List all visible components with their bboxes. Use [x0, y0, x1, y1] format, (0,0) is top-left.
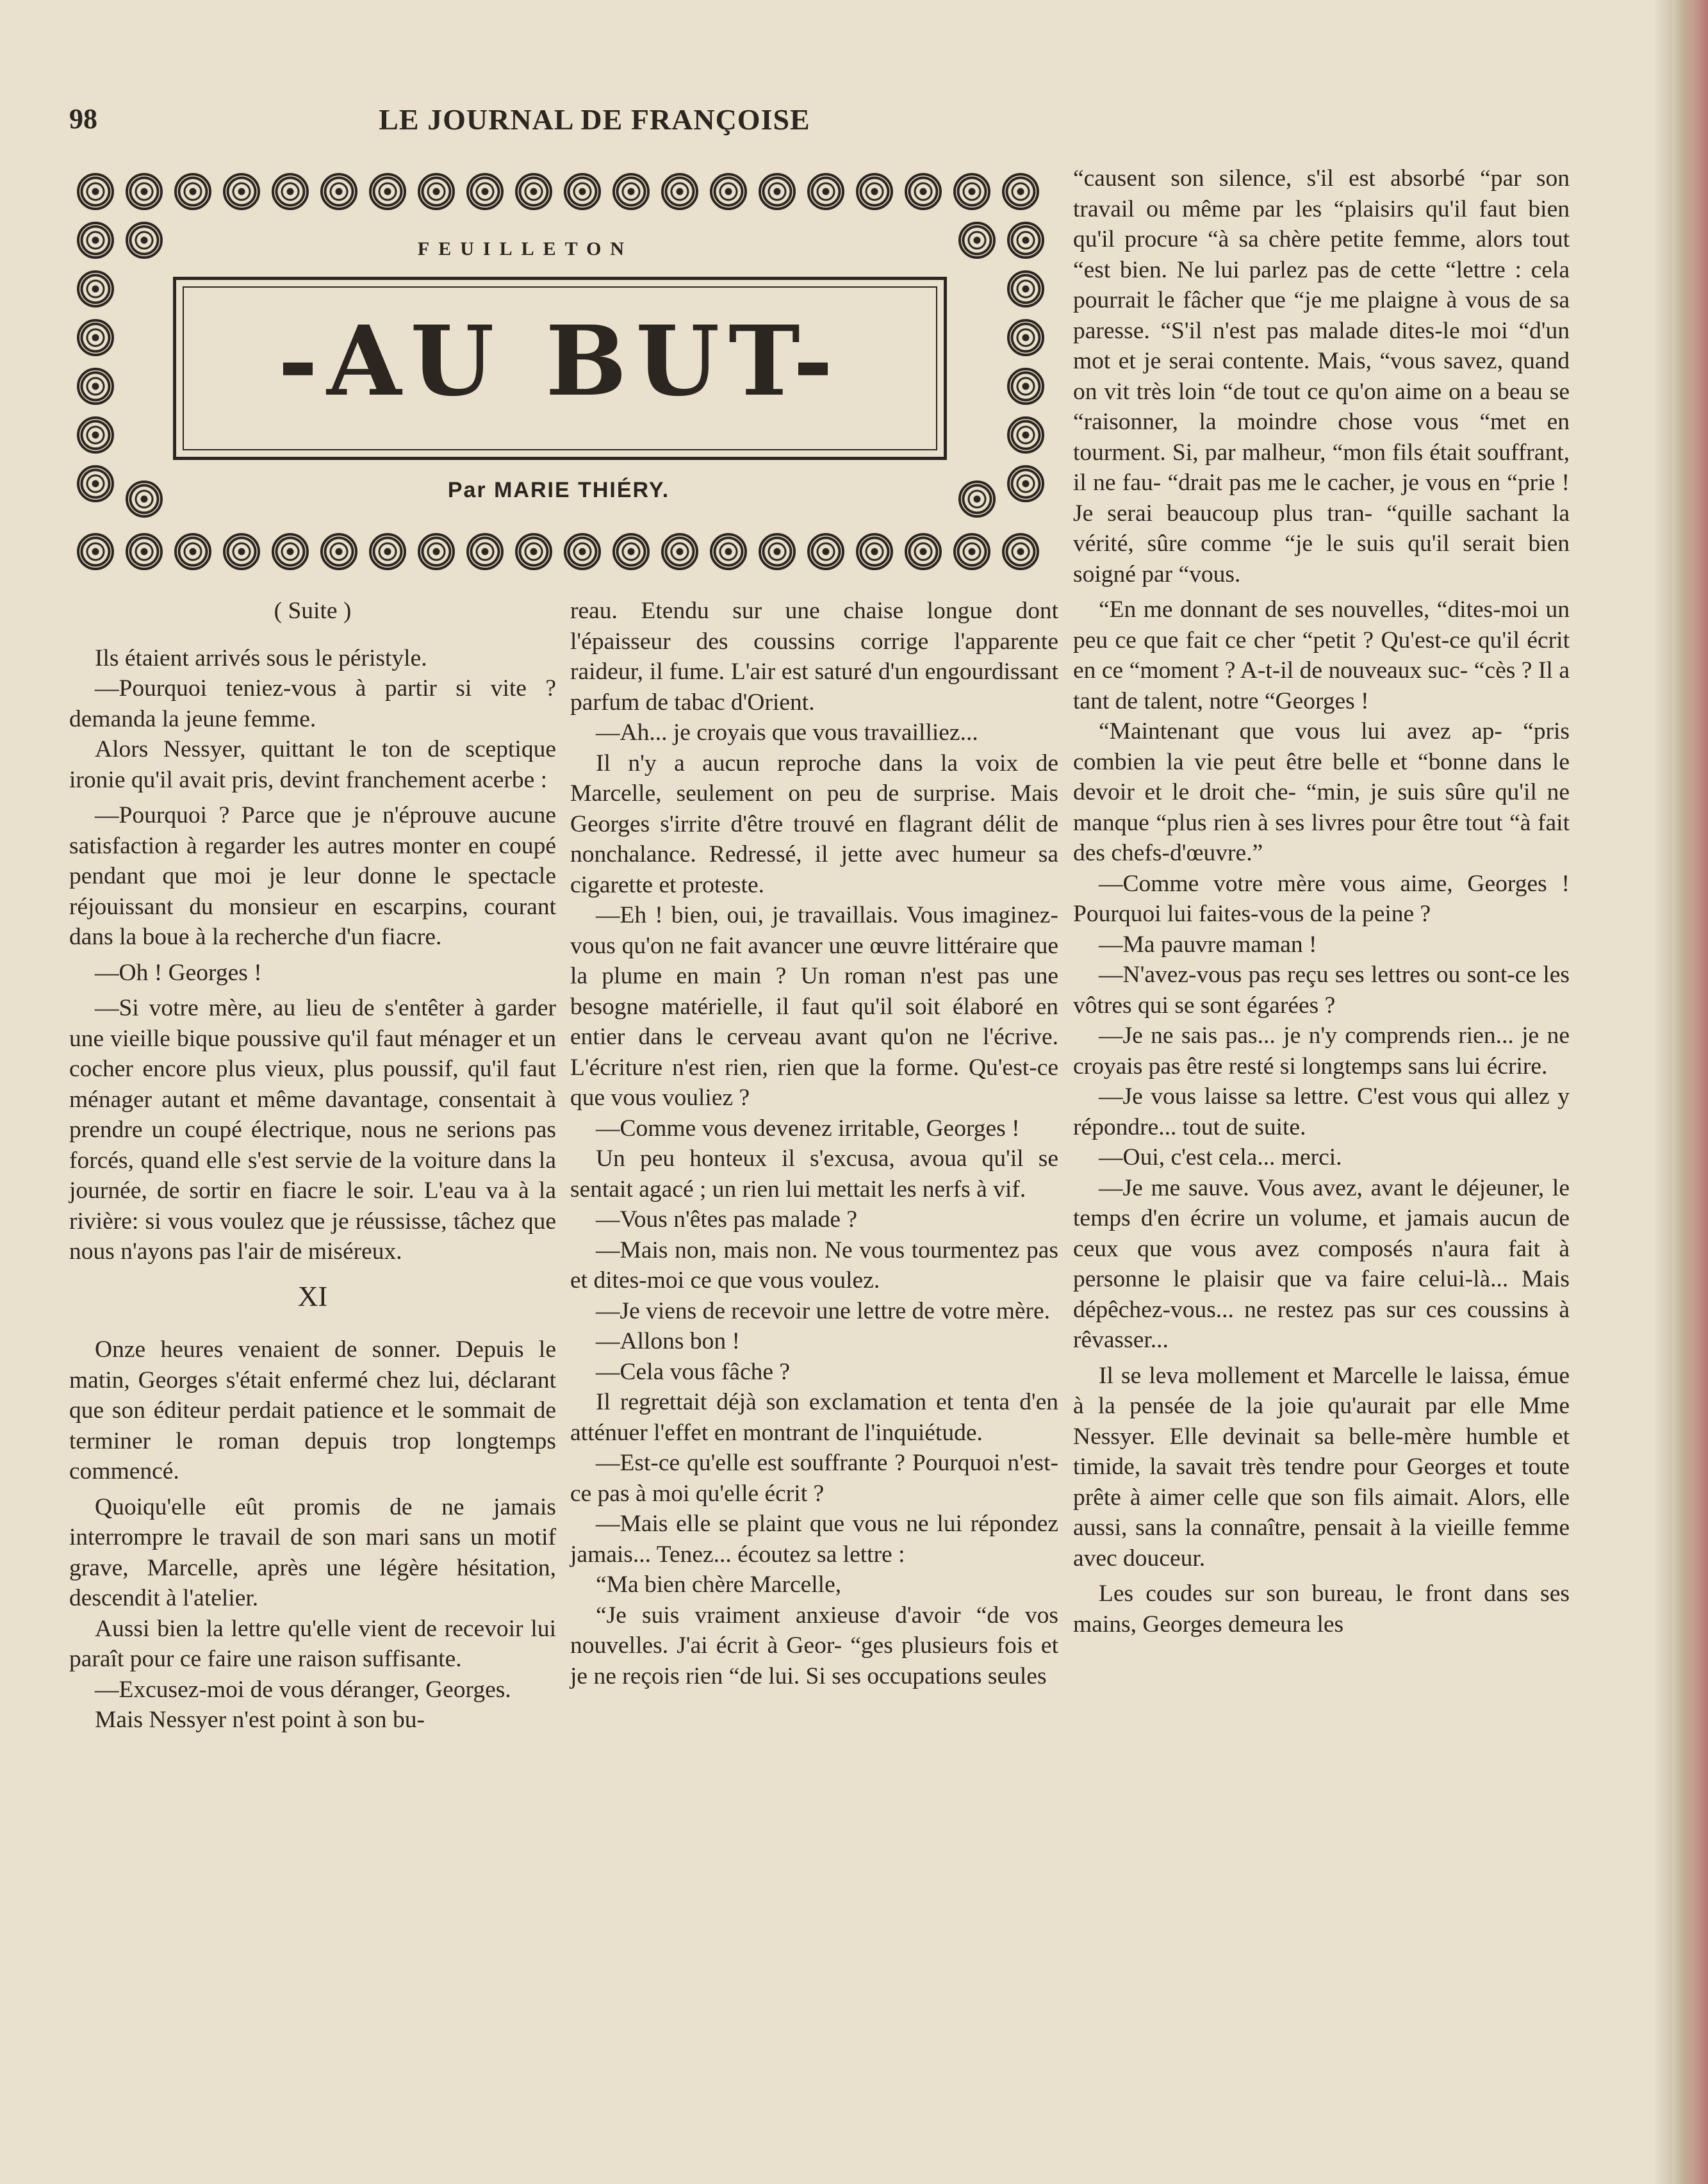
paragraph: —Si votre mère, au lieu de s'entêter à garder une vieille bique poussive qu'il faut ménager et un cocher encore plus vieux, plus poussif, qu'il faut ménager autant et même davantage, consentait à prendre un coupé électrique, nous ne serions pas forcés, quand elle s'est servie de la voiture dans la journée, de sortir en fiacre le soir. L'eau va à la rivière: si vous voulez que je réussisse, tâchez que nous n'ayons pas l'air de miséreux.: [69, 995, 556, 1265]
paragraph: —N'avez-vous pas reçu ses lettres ou sont-ce les vôtres qui se sont égarées ?: [1073, 962, 1570, 1019]
rose-ornament: [369, 533, 406, 570]
paragraph: “Je suis vraiment anxieuse d'avoir “de vos nouvelles. J'ai écrit à Geor- “ges plusieurs fois et je ne reçois rien “de lui. Si ses occupations seules: [570, 1602, 1058, 1689]
rose-ornament: [1007, 270, 1044, 308]
rose-ornament: [1007, 416, 1044, 454]
rose-ornament: [612, 533, 650, 570]
page-number: 98: [69, 103, 97, 135]
paragraph: —Mais non, mais non. Ne vous tourmentez pas et dites-moi ce que vous voulez.: [570, 1236, 1058, 1293]
page-edge: [1672, 0, 1708, 2184]
rose-ornament: [126, 533, 163, 570]
rose-ornament: [466, 533, 504, 570]
section-label: FEUILLETON: [417, 238, 634, 259]
rose-ornament: [126, 480, 163, 518]
paragraph: —Comme vous devenez irritable, Georges !: [596, 1115, 1020, 1142]
paragraph: —Je vous laisse sa lettre. C'est vous qui allez y répondre... tout de suite.: [1073, 1083, 1570, 1140]
rose-ornament: [77, 222, 114, 259]
byline: Par MARIE THIÉRY.: [447, 478, 670, 502]
chapter-heading: XI: [297, 1280, 328, 1312]
paragraph: —Comme votre mère vous aime, Georges ! Pourquoi lui faites-vous de la peine ?: [1073, 870, 1570, 927]
paragraph: —Je ne sais pas... je n'y comprends rien... je ne croyais pas être resté si longtemps sans lui écrire.: [1073, 1022, 1570, 1080]
rose-ornament: [710, 173, 747, 210]
rose-ornament: [223, 173, 260, 210]
paragraph: “Maintenant que vous lui avez ap- “pris combien la vie peut être belle et “bonne dans le devoir et le droit che- “min, je suis sûre qu'il ne manque “plus rien à ses livres pour être tout “à fait des chefs-d'œuvre.”: [1073, 718, 1570, 866]
paragraph: —Cela vous fâche ?: [596, 1358, 791, 1385]
rose-ornament: [1007, 319, 1044, 356]
page-gutter-shadow: [1653, 0, 1672, 2184]
rose-ornament: [418, 173, 455, 210]
paragraph: Aussi bien la lettre qu'elle vient de recevoir lui paraît pour ce faire une raison suffisante.: [69, 1615, 556, 1672]
rose-ornament: [661, 173, 698, 210]
text-column-3: [1073, 163, 1570, 1639]
page-header: [69, 103, 1043, 147]
paragraph: —Ma pauvre maman !: [1099, 931, 1317, 958]
paragraph: —Allons bon !: [596, 1328, 740, 1354]
rose-ornament: [77, 533, 114, 570]
paragraph: Quoiqu'elle eût promis de ne jamais interrompre le travail de son mari sans un motif grave, Marcelle, après une légère hésitation, descendit à l'atelier.: [69, 1493, 556, 1611]
rose-ornament: [272, 533, 309, 570]
title-box: [173, 277, 947, 460]
rose-ornament: [958, 480, 996, 518]
paragraph: —Excusez-moi de vous déranger, Georges.: [95, 1676, 511, 1703]
rose-ornament: [126, 222, 163, 259]
rose-ornament: [272, 173, 309, 210]
rose-ornament: [174, 173, 211, 210]
rose-ornament: [710, 533, 747, 570]
rose-ornament: [905, 533, 942, 570]
rose-ornament: [564, 533, 601, 570]
paragraph: —Oh ! Georges !: [95, 959, 262, 986]
rose-ornament: [856, 533, 893, 570]
paragraph: Il n'y a aucun reproche dans la voix de Marcelle, seulement on peu de surprise. Mais Georges s'irrite d'être trouvé en flagrant délit de nonchalance. Redressé, il jette avec humeur sa cigarette et proteste.: [570, 750, 1058, 898]
rose-ornament: [661, 533, 698, 570]
rose-ornament: [174, 533, 211, 570]
rose-ornament: [953, 533, 990, 570]
paragraph: Il regrettait déjà son exclamation et tenta d'en atténuer l'effet en montrant de l'inquiétude.: [570, 1389, 1058, 1446]
paragraph: “causent son silence, s'il est absorbé “par son travail ou même par les “plaisirs qu'il faut bien qu'il procure “à sa chère petite femme, alors tout “est bien. Ne lui parlez pas de cette “lettre : cela pourrait le fâcher que “je me plaigne à vous de sa paresse. “S'il n'est pas malade dites-le moi “d'un mot et je serai contente. Mais, “vous savez, quand on vit très loin “de tout ce qu'on aime on a beau se “raisonner, la moindre chose vous “met en tourment. Si, par malheur, “mon fils était souffrant, il ne fau- “drait pas me le cacher, je vous en “prie ! Je serai beaucoup plus tran- “quille sachant la vérité, sûre comme “je le suis qu'il serait bien soigné par “vous.: [1073, 165, 1570, 587]
paragraph: —Je viens de recevoir une lettre de votre mère.: [596, 1297, 1051, 1324]
rose-ornament: [126, 173, 163, 210]
text-column-2: [570, 596, 1058, 1691]
running-head: LE JOURNAL DE FRANÇOISE: [379, 103, 810, 136]
paragraph: —Je me sauve. Vous avez, avant le déjeuner, le temps d'en écrire un volume, et jamais aucun de ceux que vous avez composés n'aura fait à personne le plaisir que va faire celui-là... Mais dépêchez-vous... ne restez pas sur ces coussins à rêvasser...: [1073, 1174, 1570, 1353]
rose-ornament: [223, 533, 260, 570]
rose-ornament: [807, 533, 844, 570]
rose-ornament: [1007, 368, 1044, 405]
rose-ornament: [515, 533, 552, 570]
rose-ornament: [564, 173, 601, 210]
paragraph: —Est-ce qu'elle est souffrante ? Pourquoi n'est-ce pas à moi qu'elle écrit ?: [570, 1450, 1058, 1507]
paragraph: —Pourquoi teniez-vous à partir si vite ? demanda la jeune femme.: [69, 675, 556, 732]
paragraph: —Pourquoi ? Parce que je n'éprouve aucune satisfaction à regarder les autres monter en coupé pendant que moi je leur donne le spectacle réjouissant du monsieur en escarpins, courant dans la boue à la recherche d'un fiacre.: [69, 802, 556, 950]
paragraph: Un peu honteux il s'excusa, avoua qu'il se sentait agacé ; un rien lui mettait les nerfs à vif.: [570, 1145, 1058, 1203]
paragraph: Ils étaient arrivés sous le péristyle.: [95, 645, 427, 671]
rose-ornament: [807, 173, 844, 210]
rose-ornament: [320, 173, 357, 210]
rose-ornament: [77, 319, 114, 356]
rose-ornament: [77, 270, 114, 308]
paragraph: “En me donnant de ses nouvelles, “dites-moi un peu ce que fait ce cher “petit ? Qu'est-ce qu'il écrit en ce “moment ? A-t-il de nouveaux suc- “cès ? Il a tant de talent, notre “Georges !: [1073, 596, 1570, 714]
paragraph: Mais Nessyer n'est point à son bu-: [95, 1707, 425, 1733]
rose-ornament: [905, 173, 942, 210]
paragraph: Onze heures venaient de sonner. Depuis le matin, Georges s'était enfermé chez lui, déclarant que son éditeur perdait patience et le sommait de terminer le roman depuis trop longtemps commencé.: [69, 1336, 556, 1484]
paragraph: reau. Etendu sur une chaise longue dont l'épaisseur des coussins corrige l'apparente raideur, il fume. L'air est saturé d'un engourdissant parfum de tabac d'Orient.: [570, 598, 1058, 716]
paragraph: —Vous n'êtes pas malade ?: [596, 1206, 858, 1233]
rose-ornament: [1002, 533, 1039, 570]
rose-ornament: [1007, 222, 1044, 259]
rose-ornament: [958, 222, 996, 259]
rose-ornament: [759, 533, 796, 570]
rose-ornament: [1007, 465, 1044, 502]
rose-ornament: [515, 173, 552, 210]
paragraph: Il se leva mollement et Marcelle le laissa, émue à la pensée de la joie qu'aurait par elle Mme Nessyer. Elle devinait sa belle-mère humble et timide, la savait très tendre pour Georges et toute prête à aimer celle que son fils aimait. Alors, elle aussi, sans la connaître, pensait à la vieille femme avec douceur.: [1073, 1362, 1570, 1572]
rose-ornament: [612, 173, 650, 210]
paragraph: —Oui, c'est cela... merci.: [1099, 1144, 1342, 1170]
rose-ornament: [369, 173, 406, 210]
rose-ornament: [77, 465, 114, 502]
rose-ornament: [856, 173, 893, 210]
paragraph: —Ah... je croyais que vous travailliez...: [596, 719, 978, 746]
text-column-1: [69, 596, 556, 1736]
rose-ornament: [466, 173, 504, 210]
rose-ornament: [1002, 173, 1039, 210]
rose-ornament: [77, 173, 114, 210]
paragraph: “Ma bien chère Marcelle,: [596, 1572, 842, 1598]
rose-ornament: [759, 173, 796, 210]
rose-ornament: [953, 173, 990, 210]
story-title: -AU BUT-: [277, 305, 842, 418]
paragraph: —Mais elle se plaint que vous ne lui répondez jamais... Tenez... écoutez sa lettre :: [570, 1511, 1058, 1568]
rose-ornament: [77, 416, 114, 454]
paragraph: Les coudes sur son bureau, le front dans ses mains, Georges demeura les: [1073, 1581, 1570, 1638]
rose-ornament: [77, 368, 114, 405]
paragraph: —Eh ! bien, oui, je travaillais. Vous imaginez-vous qu'on ne fait avancer une œuvre littéraire que la plume en main ? Un roman n'est pas une besogne matérielle, il faut qu'il soit élaboré en entier dans le cerveau avant qu'on ne l'écrive. L'écriture n'est rien, rien que la forme. Qu'est-ce que vous vouliez ?: [570, 902, 1058, 1111]
paragraph: Alors Nessyer, quittant le ton de sceptique ironie qu'il avait pris, devint franchement acerbe :: [69, 736, 556, 793]
rose-ornament: [320, 533, 357, 570]
suite-label: ( Suite ): [274, 598, 352, 624]
rose-ornament: [418, 533, 455, 570]
